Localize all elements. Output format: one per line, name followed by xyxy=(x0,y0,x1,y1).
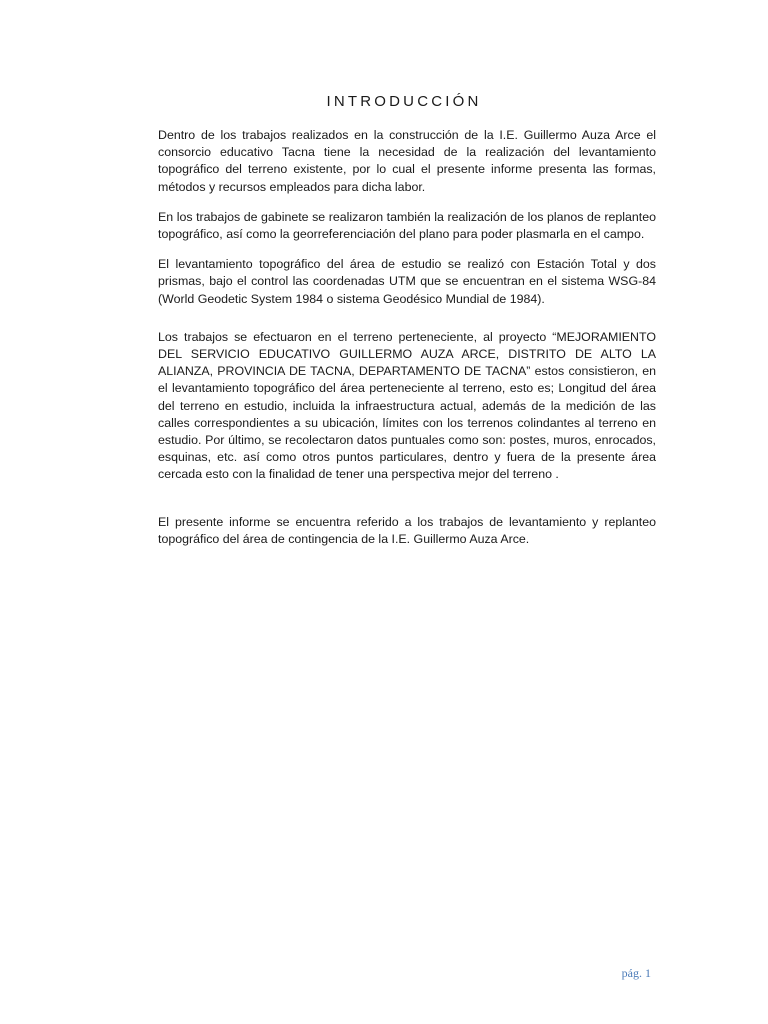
paragraph-trabajos: Los trabajos se efectuaron en el terreno perteneciente, al proyecto “MEJORAMIENTO DEL SERVICIO EDUCATIVO GUILLERMO AUZA ARCE, DISTRITO DE ALTO LA ALIANZA, PROVINCIA DE TACNA, DEPARTAMENTO DE TACNA” estos consistieron, en el levantamiento topográfico del área perteneciente al terreno, esto es; Longitud del área del terreno en estudio, incluida la infraestructura actual, además de la medición de las calles correspondientes a su ubicación, límites con los terrenos colindantes al terreno en estudio. Por último, se recolectaron datos puntuales como son: postes, muros, enrocados, esquinas, etc. así como otros puntos particulares, dentro y fuera de la presente área cercada esto con la finalidad de tener una perspectiva mejor del terreno . xyxy=(158,329,656,482)
paragraph-intro: Dentro de los trabajos realizados en la construcción de la I.E. Guillermo Auza Arce el consorcio educativo Tacna tiene la necesidad de la realización del levantamiento topográfico del terreno existente, por lo cual el presente informe presenta las formas, métodos y recursos empleados para dicha labor. xyxy=(158,128,656,194)
paragraph-levantamiento: El levantamiento topográfico del área de estudio se realizó con Estación Total y dos prismas, bajo el control las coordenadas UTM que se encuentran en el sistema WSG-84 (World Geodetic System 1984 o sistema Geodésico Mundial de 1984). xyxy=(158,257,656,306)
paragraph-gabinete: En los trabajos de gabinete se realizaron también la realización de los planos de replanteo topográfico, así como la georreferenciación del plano para poder plasmarla en el campo. xyxy=(158,209,656,242)
page-title: INTRODUCCIÓN xyxy=(326,93,482,110)
paragraph-informe: El presente informe se encuentra referido a los trabajos de levantamiento y replanteo topográfico del área de contingencia de la I.E. Guillermo Auza Arce. xyxy=(158,514,656,546)
page-number: pág. 1 xyxy=(621,966,651,980)
document-body xyxy=(158,127,656,548)
